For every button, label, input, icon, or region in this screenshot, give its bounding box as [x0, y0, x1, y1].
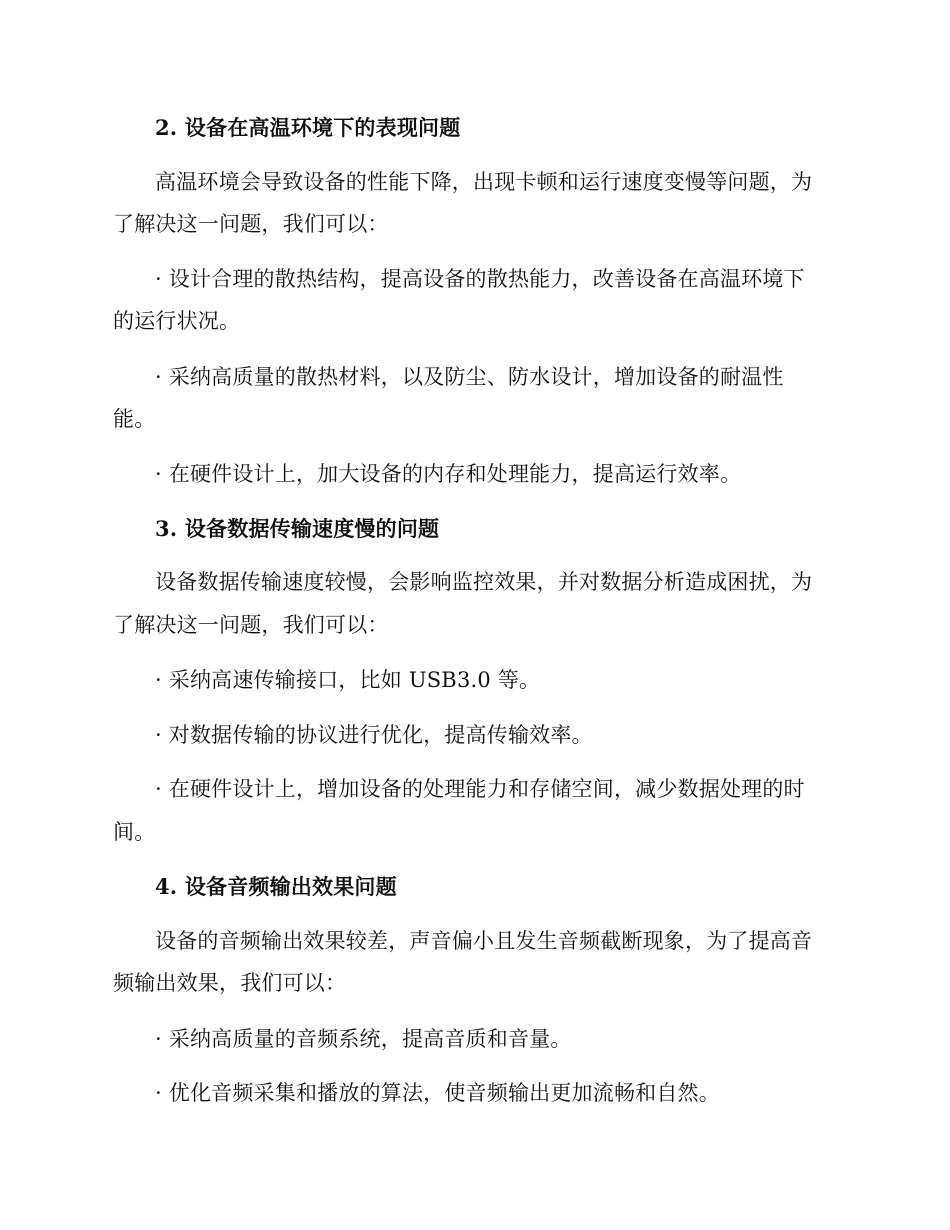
section-heading: 2. 设备在高温环境下的表现问题 [155, 115, 461, 140]
bullet-line: · 对数据传输的协议进行优化，提高传输效率。 [155, 723, 593, 747]
bullet-line: 间。 [113, 820, 156, 844]
paragraph-line: 了解决这一问题，我们可以： [113, 613, 389, 637]
bullet-line: · 设计合理的散热结构，提高设备的散热能力，改善设备在高温环境下 [155, 267, 805, 291]
section-heading: 4. 设备音频输出效果问题 [155, 874, 397, 899]
paragraph-line: 频输出效果，我们可以： [113, 971, 347, 995]
paragraph-line: 设备数据传输速度较慢，会影响监控效果，并对数据分析造成困扰，为 [155, 570, 813, 594]
section-heading: 3. 设备数据传输速度慢的问题 [155, 516, 440, 541]
bullet-line: · 采纳高质量的音频系统，提高音质和音量。 [155, 1027, 572, 1051]
bullet-line: · 采纳高质量的散热材料，以及防尘、防水设计，增加设备的耐温性 [155, 365, 784, 389]
bullet-line: · 优化音频采集和播放的算法，使音频输出更加流畅和自然。 [155, 1081, 720, 1105]
bullet-line: · 在硬件设计上，加大设备的内存和处理能力，提高运行效率。 [155, 462, 742, 486]
paragraph-line: 高温环境会导致设备的性能下降，出现卡顿和运行速度变慢等问题，为 [155, 170, 813, 194]
bullet-line: 能。 [113, 407, 156, 431]
bullet-line: · 采纳高速传输接口，比如 USB3.0 等。 [155, 668, 541, 692]
paragraph-line: 了解决这一问题，我们可以： [113, 212, 389, 236]
bullet-line: · 在硬件设计上，增加设备的处理能力和存储空间，减少数据处理的时 [155, 777, 805, 801]
paragraph-line: 设备的音频输出效果较差，声音偏小且发生音频截断现象，为了提高音 [155, 929, 813, 953]
bullet-line: 的运行状况。 [113, 309, 241, 333]
